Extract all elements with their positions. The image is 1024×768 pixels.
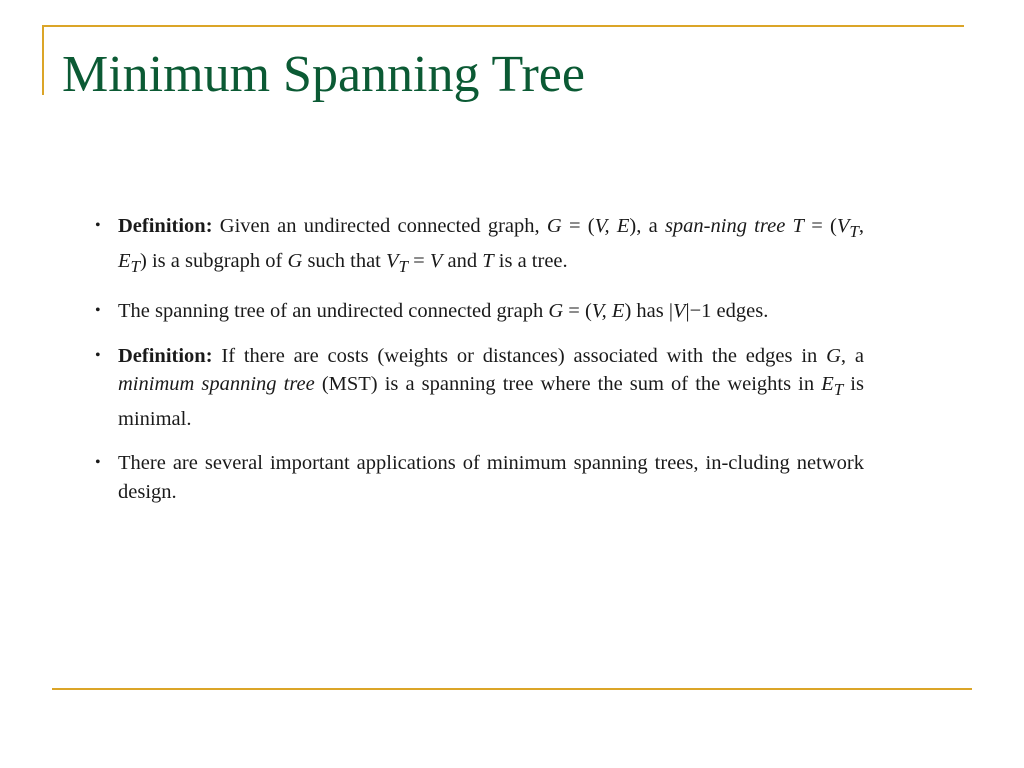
math-var: T (792, 215, 804, 237)
math-var: E (821, 373, 834, 396)
bullet-item (92, 342, 864, 434)
bullet-list (92, 212, 864, 522)
slide-title: Minimum Spanning Tree (62, 46, 585, 103)
bullet-text: The spanning tree of an undirected connected graph (118, 300, 549, 323)
bullet-text: = (408, 249, 430, 272)
top-rule (42, 25, 964, 27)
term-spanning-tree: span-ning tree (664, 215, 786, 237)
bullet-item (92, 297, 864, 326)
bullet-text: is a tree. (493, 249, 568, 272)
bullet-text: = ( (803, 215, 837, 237)
bullet-item (92, 449, 864, 506)
math-var: G (546, 215, 562, 237)
left-rule (42, 25, 44, 95)
bullet-text: |−1 edges. (685, 300, 769, 323)
math-var: E (118, 249, 131, 272)
math-var: V (836, 215, 850, 237)
bullet-text: ), a (629, 215, 665, 237)
math-var: T (482, 249, 494, 272)
bullet-text: (MST) is a spanning tree where the sum of the weights in (314, 373, 822, 396)
bullet-icon: • (95, 302, 101, 320)
bullet-text: , a (840, 344, 864, 367)
bottom-rule (52, 688, 972, 690)
math-var: G (826, 344, 841, 367)
bullet-item (92, 212, 864, 281)
bullet-text: such that (302, 249, 387, 272)
bullet-text: = ( (563, 300, 592, 323)
math-subscript: T (849, 222, 859, 242)
math-var: V (386, 249, 399, 272)
bullet-text (785, 215, 792, 237)
bullet-icon: • (95, 217, 101, 234)
bullet-text: There are several important applications of minimum spanning trees, in-cluding network design. (118, 452, 864, 503)
bullet-icon: • (95, 454, 101, 472)
bullet-text: is minimal. (118, 373, 864, 430)
bullet-text: = ( (561, 215, 595, 237)
math-subscript: T (398, 256, 409, 276)
bullet-text: ) is a subgraph of (140, 249, 288, 272)
math-var: V (672, 300, 686, 323)
bullet-text: ) has | (624, 300, 673, 323)
term-minimum-spanning-tree: minimum spanning tree (118, 373, 315, 396)
bullet-icon: • (95, 346, 101, 364)
math-var: V, E (591, 300, 625, 323)
math-var: G (548, 300, 564, 323)
bullet-text: Given an undirected connected graph, (212, 215, 547, 237)
math-subscript: T (833, 380, 844, 400)
math-var: V, E (594, 215, 630, 237)
definition-label: Definition: (118, 344, 213, 367)
bullet-text: and (442, 249, 483, 272)
definition-label: Definition: (118, 215, 213, 237)
bullet-text: , (858, 215, 864, 237)
math-var: V (429, 249, 443, 272)
math-subscript: T (130, 256, 141, 276)
math-var: G (287, 249, 303, 272)
bullet-text: If there are costs (weights or distances) associated with the edges in (212, 344, 827, 367)
